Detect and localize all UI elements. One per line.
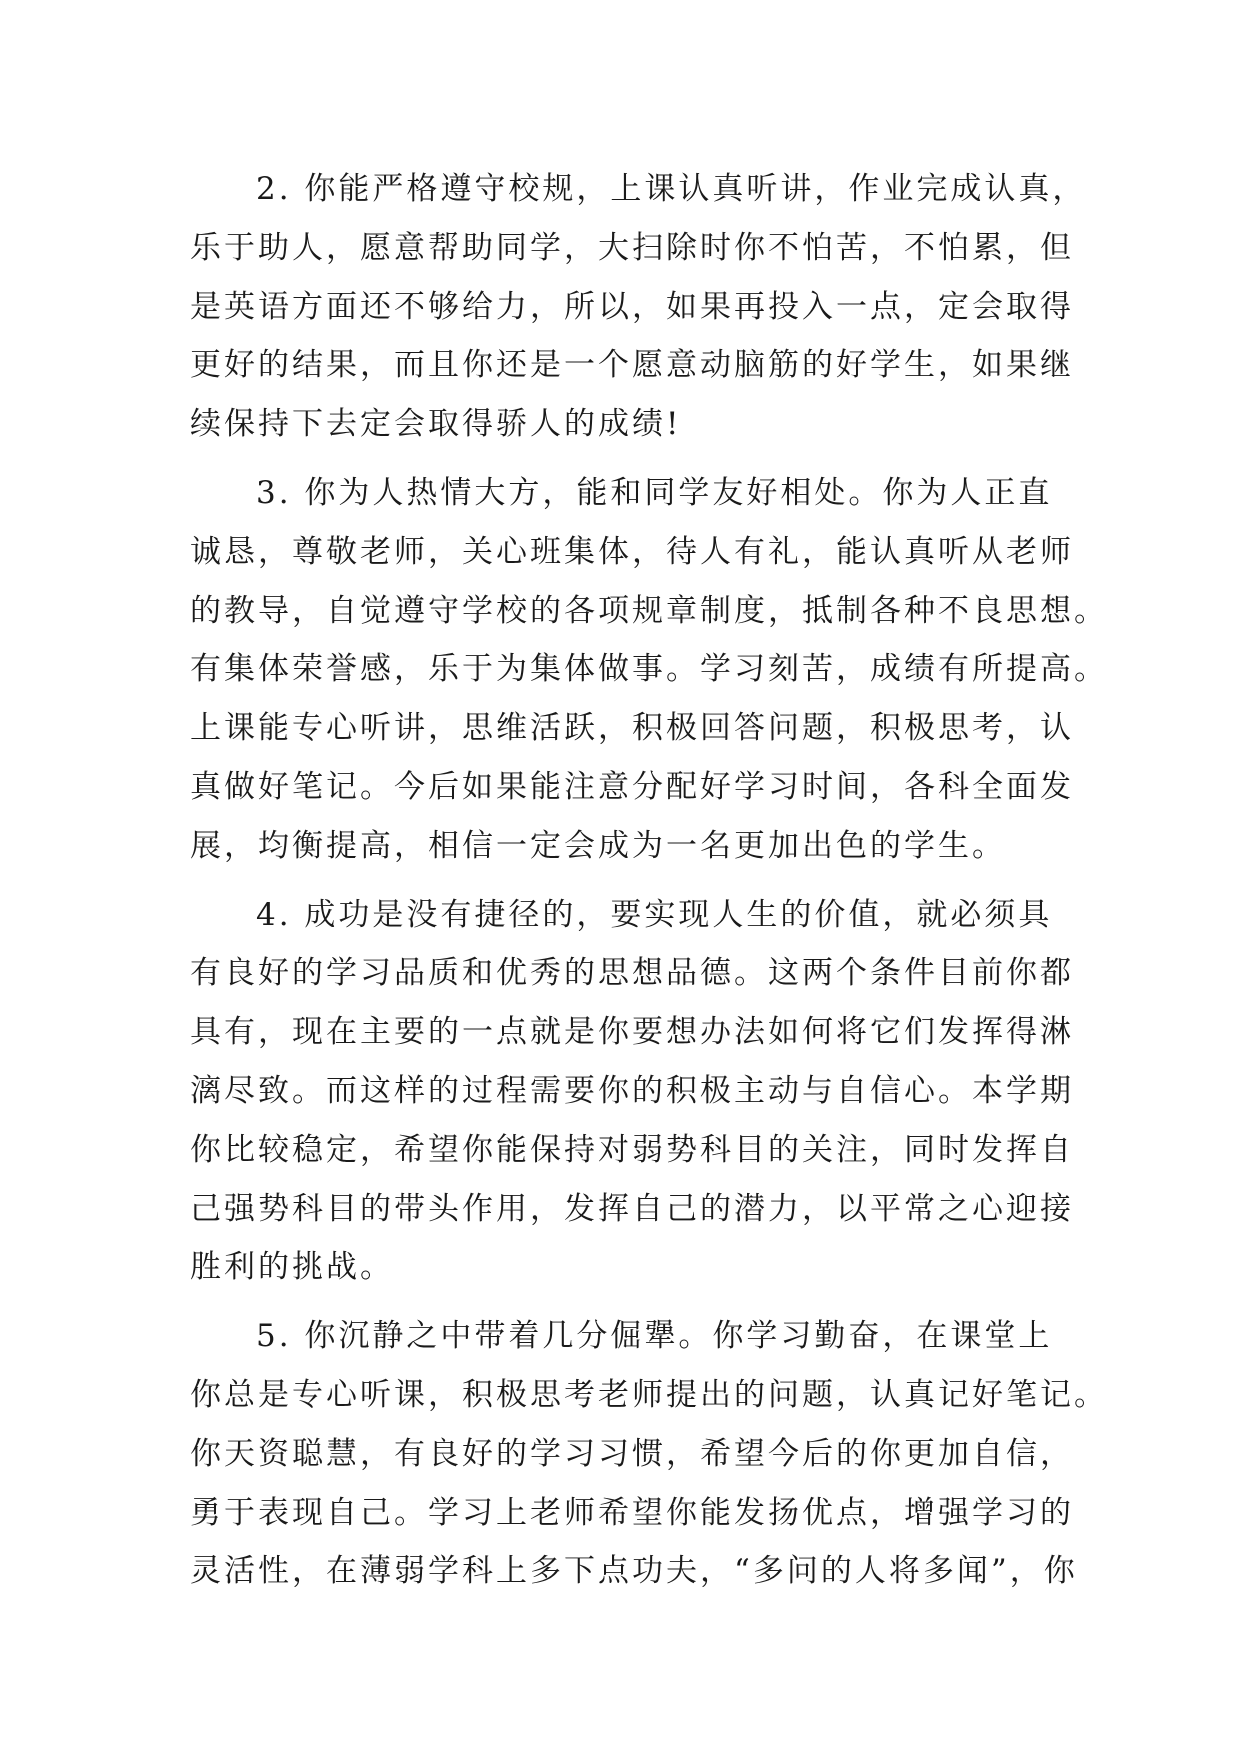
text-line: 4. 成功是没有捷径的，要实现人生的价值，就必须具 — [256, 896, 1053, 933]
text-line: 灵活性，在薄弱学科上多下点功夫，“多问的人将多闻”，你 — [190, 1553, 1078, 1590]
text-line: 上课能专心听讲，思维活跃，积极回答问题，积极思考，认 — [190, 710, 1074, 747]
text-line: 具有，现在主要的一点就是你要想办法如何将它们发挥得淋 — [190, 1014, 1074, 1051]
text-line: 有集体荣誉感，乐于为集体做事。学习刻苦，成绩有所提高。 — [190, 651, 1108, 688]
text-line: 真做好笔记。今后如果能注意分配好学习时间，各科全面发 — [190, 768, 1074, 805]
text-line: 己强势科目的带头作用，发挥自己的潜力，以平常之心迎接 — [190, 1190, 1074, 1227]
paragraph-5 — [190, 1307, 1108, 1601]
text-line: 展，均衡提高，相信一定会成为一名更加出色的学生。 — [190, 827, 1006, 864]
text-line: 你比较稳定，希望你能保持对弱势科目的关注，同时发挥自 — [190, 1131, 1074, 1168]
text-line: 勇于表现自己。学习上老师希望你能发扬优点，增强学习的 — [190, 1494, 1074, 1531]
text-line: 2. 你能严格遵守校规，上课认真听讲，作业完成认真， — [256, 171, 1087, 207]
text-line: 更好的结果，而且你还是一个愿意动脑筋的好学生，如果继 — [190, 347, 1074, 384]
paragraph-3 — [190, 464, 1108, 876]
text-line: 是英语方面还不够给力，所以，如果再投入一点，定会取得 — [190, 288, 1074, 325]
text-line: 诚恳，尊敬老师，关心班集体，待人有礼，能认真听从老师 — [190, 533, 1074, 570]
paragraph-2 — [190, 160, 1087, 454]
text-line: 3. 你为人热情大方，能和同学友好相处。你为人正直 — [256, 474, 1053, 511]
text-line: 乐于助人，愿意帮助同学，大扫除时你不怕苦，不怕累，但 — [190, 229, 1074, 266]
text-line: 续保持下去定会取得骄人的成绩! — [190, 406, 682, 443]
text-line: 5. 你沉静之中带着几分倔犟。你学习勤奋，在课堂上 — [256, 1318, 1053, 1355]
text-line: 的教导，自觉遵守学校的各项规章制度，抵制各种不良思想。 — [190, 592, 1108, 629]
text-line: 有良好的学习品质和优秀的思想品德。这两个条件目前你都 — [190, 955, 1074, 992]
text-line: 你天资聪慧，有良好的学习习惯，希望今后的你更加自信， — [190, 1435, 1074, 1472]
text-line: 你总是专心听课，积极思考老师提出的问题，认真记好笔记。 — [190, 1376, 1108, 1413]
paragraph-4 — [190, 886, 1074, 1298]
document-body — [190, 160, 1108, 1611]
text-line: 胜利的挑战。 — [190, 1249, 394, 1286]
text-line: 漓尽致。而这样的过程需要你的积极主动与自信心。本学期 — [190, 1072, 1074, 1109]
